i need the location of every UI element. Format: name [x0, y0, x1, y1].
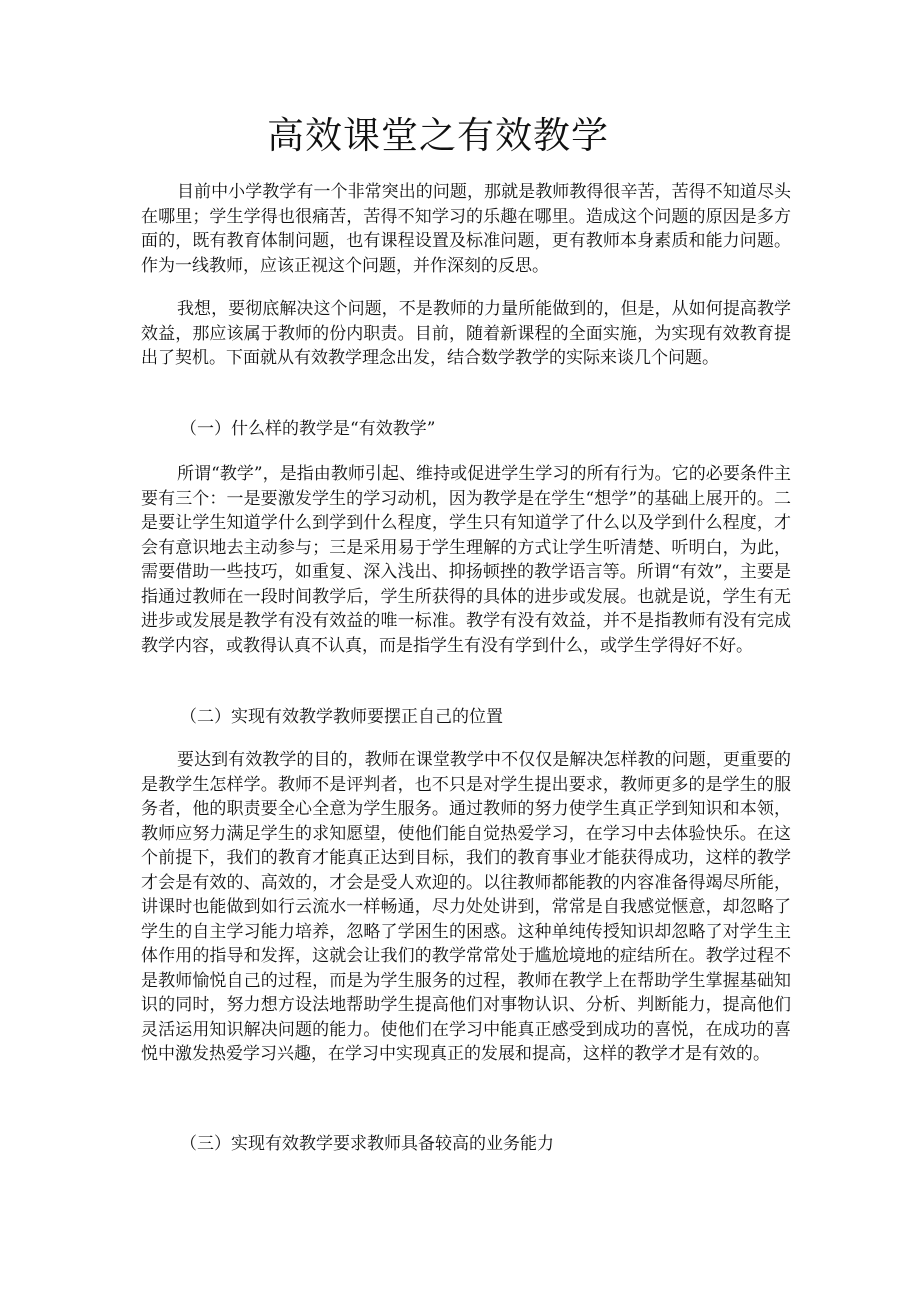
paragraph-definition: 所谓“教学”，是指由教师引起、维持或促进学生学习的所有行为。它的必要条件主要有三个：一是要激发学生的学习动机，因为教学是在学生“想学”的基础上展开的。二是要让学生知道学什么到学到什么程度，学生只有知道学了什么以及学到什么程度，才会有意识地去主动参与；三是采用易于学生理解的方式让学生听清楚、听明白，为此，需要借助一些技巧，如重复、深入浅出、抑扬顿挫的教学语言等。所谓“有效”，主要是指通过教师在一段时间教学后，学生所获得的具体的进步或发展。也就是说，学生有无进步或发展是教学有没有效益的唯一标准。教学有没有效益，并不是指教师有没有完成教学内容，或教得认真不认真，而是指学生有没有学到什么，或学生学得好不好。 — [141, 464, 791, 656]
paragraph-intro: 目前中小学教学有一个非常突出的问题，那就是教师教得很辛苦，苦得不知道尽头在哪里；学生学得也很痛苦，苦得不知学习的乐趣在哪里。造成这个问题的原因是多方面的，既有教育体制问题，也有课程设置及标准问题，更有教师本身素质和能力问题。作为一线教师，应该正视这个问题，并作深刻的反思。 — [141, 182, 791, 276]
section-heading-3: （三）实现有效教学要求教师具备较高的业务能力 — [180, 1134, 554, 1154]
section-heading-1: （一）什么样的教学是“有效教学” — [180, 419, 436, 439]
section-heading-2: （二）实现有效教学教师要摆正自己的位置 — [180, 707, 503, 727]
paragraph-thinking: 我想，要彻底解决这个问题，不是教师的力量所能做到的，但是，从如何提高教学效益，那应该属于教师的份内职责。目前，随着新课程的全面实施，为实现有效教育提出了契机。下面就从有效教学理念出发，结合数学教学的实际来谈几个问题。 — [141, 299, 791, 368]
paragraph-teacher-role: 要达到有效教学的目的，教师在课堂教学中不仅仅是解决怎样教的问题，更重要的是教学生怎样学。教师不是评判者，也不只是对学生提出要求，教师更多的是学生的服务者，他的职责要全心全意为学生服务。通过教师的努力使学生真正学到知识和本领，教师应努力满足学生的求知愿望，使他们能自觉热爱学习，在学习中去体验快乐。在这个前提下，我们的教育才能真正达到目标，我们的教育事业才能获得成功，这样的教学才会是有效的、高效的，才会是受人欢迎的。以往教师都能教的内容准备得竭尽所能，讲课时也能做到如行云流水一样畅通，尽力处处讲到，常常是自我感觉惬意，却忽略了学生的自主学习能力培养，忽略了学困生的困惑。这种单纯传授知识却忽略了对学生主体作用的指导和发挥，这就会让我们的教学常常处于尴尬境地的症结所在。教学过程不是教师愉悦自己的过程，而是为学生服务的过程，教师在教学上在帮助学生掌握基础知识的同时，努力想方设法地帮助学生提高他们对事物认识、分析、判断能力，提高他们灵活运用知识解决问题的能力。使他们在学习中能真正感受到成功的喜悦，在成功的喜悦中激发热爱学习兴趣，在学习中实现真正的发展和提高，这样的教学才是有效的。 — [141, 750, 791, 1064]
document-title: 高效课堂之有效教学 — [267, 114, 609, 157]
